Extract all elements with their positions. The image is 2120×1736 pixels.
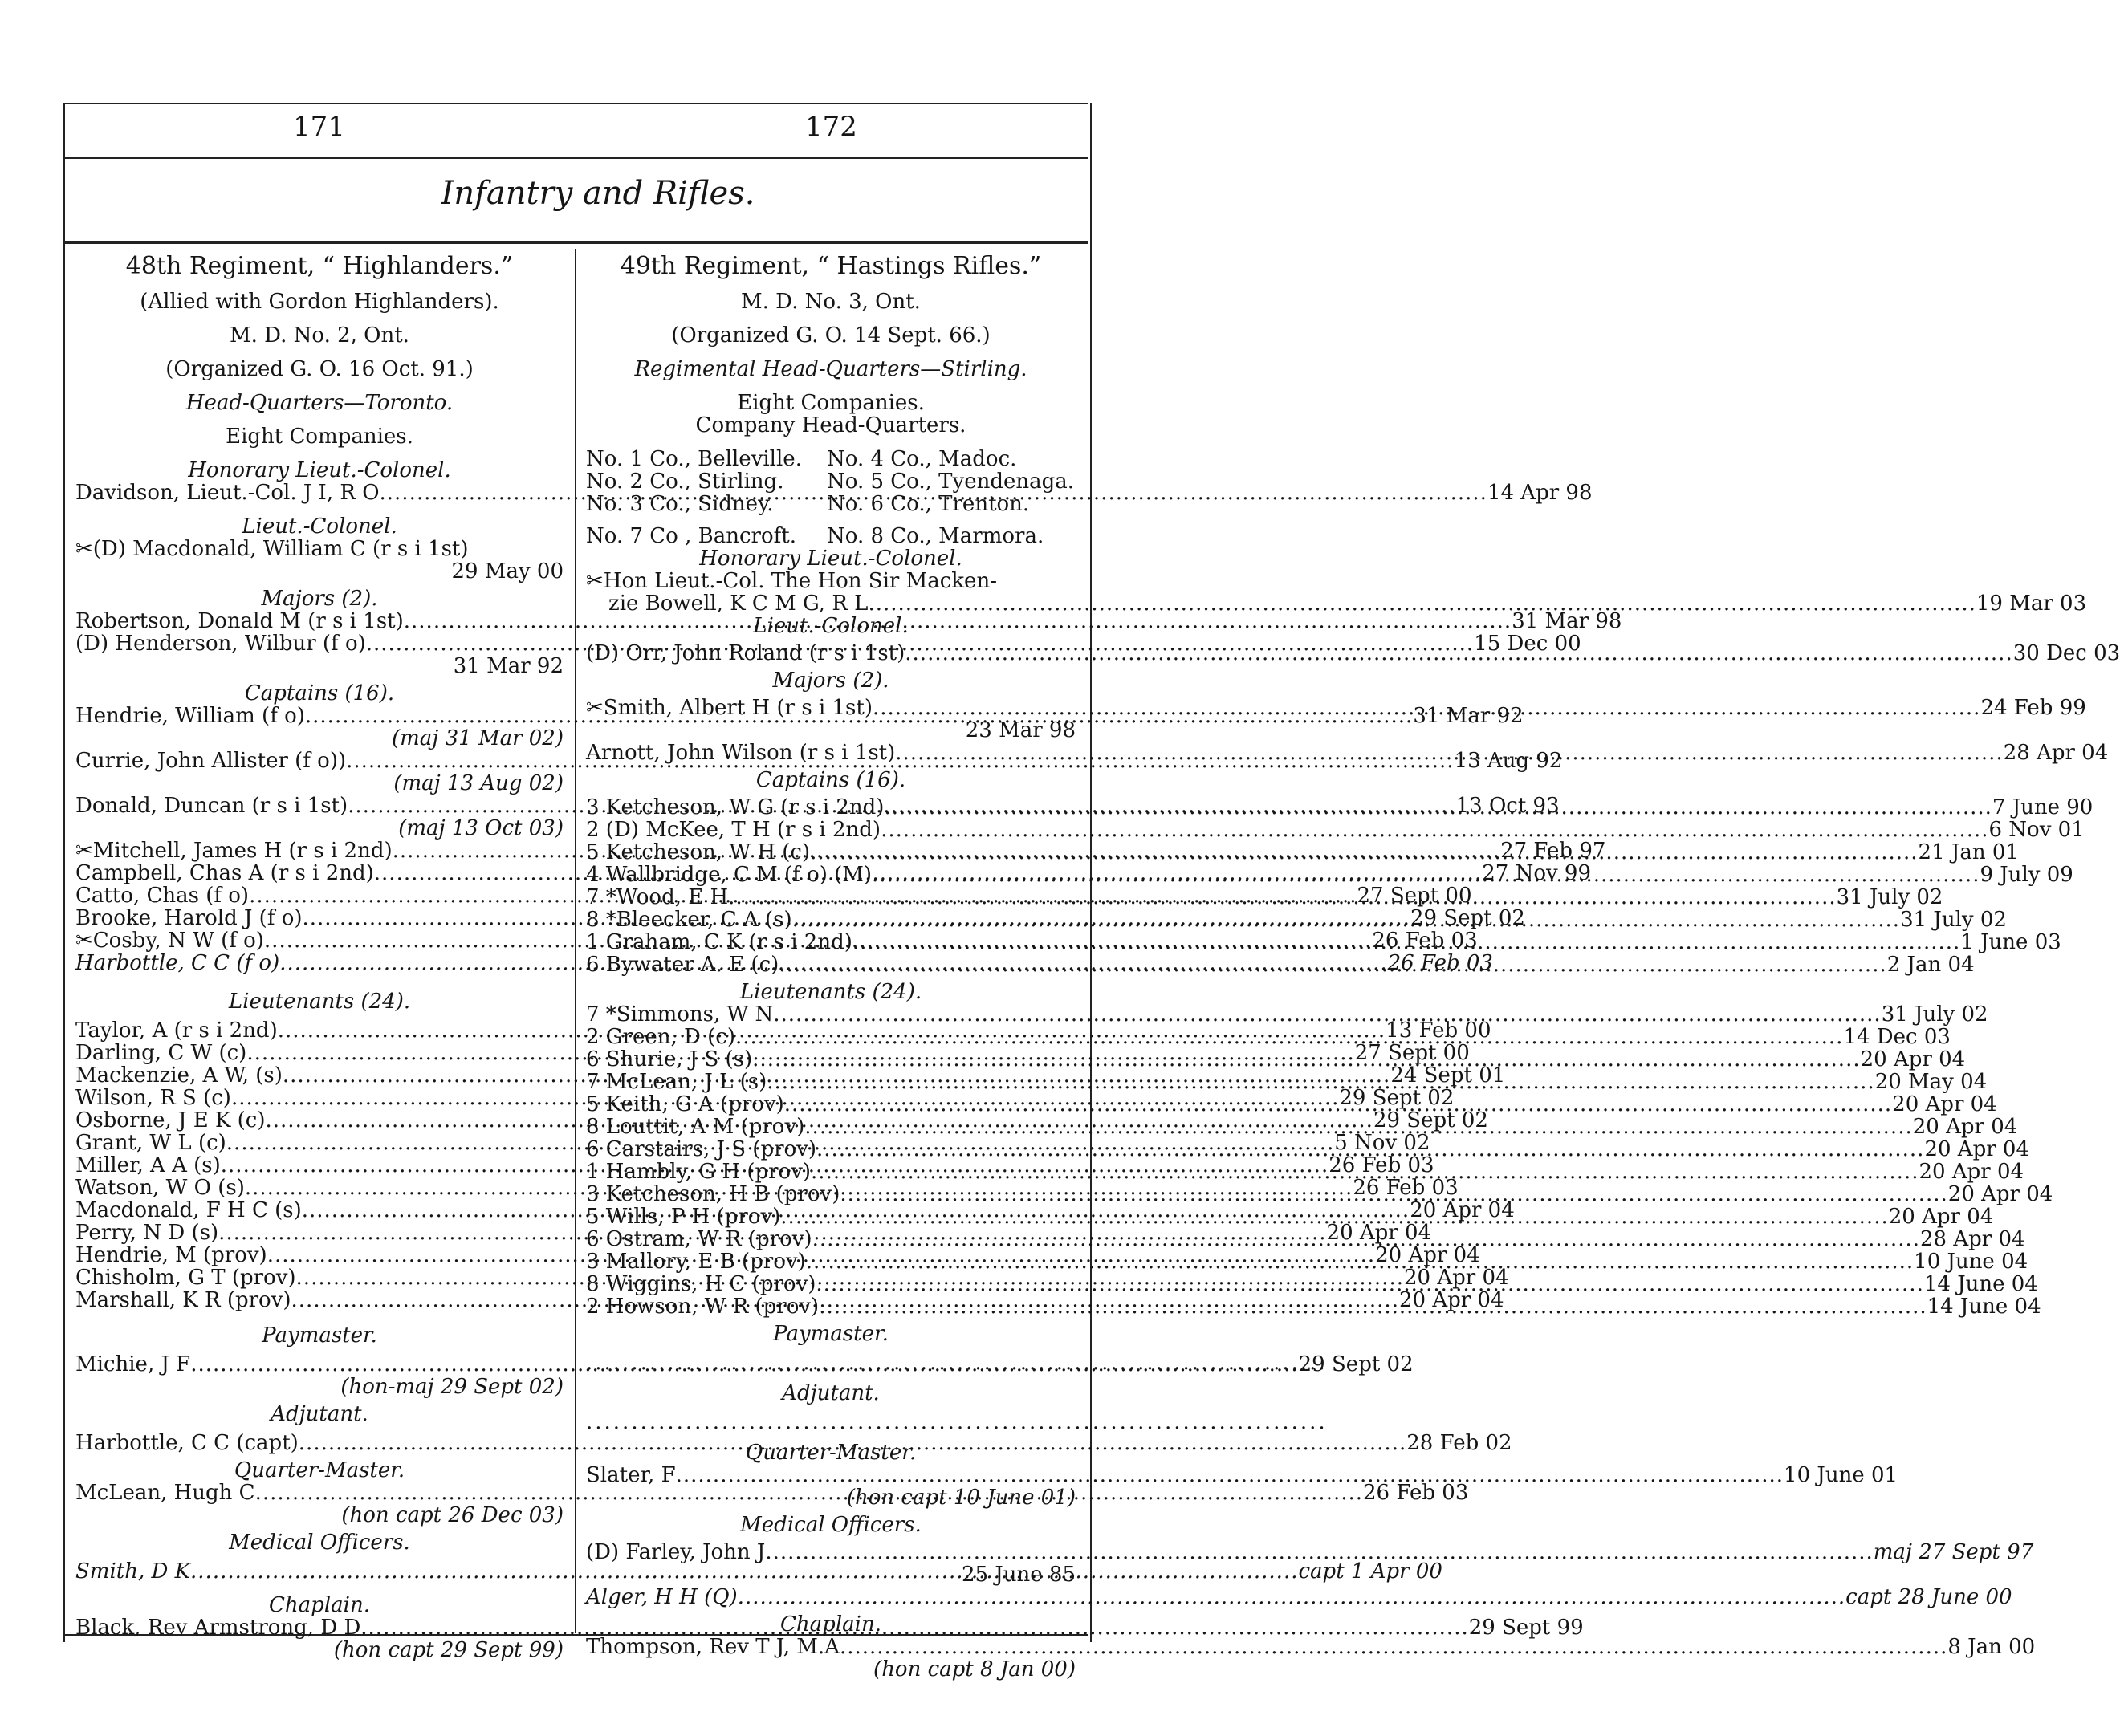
medical-extra: 25 June 85 xyxy=(962,1563,1076,1587)
organized-order: (Organized G. O. 16 Oct. 91.) xyxy=(165,357,474,381)
lt-col-entry: (D) Orr, John Roland (r s i 1st) ..... 30 Dec 03 xyxy=(586,642,1076,665)
chaplain-extra: (hon capt 29 Sept 99) xyxy=(333,1638,564,1662)
lieutenant-entry: Wilson, R S (c) ..... 29 Sept 02 xyxy=(75,1087,564,1109)
hon-lt-col-entry: Davidson, Lieut.-Col. J I, R O ..... 14 Apr 98 xyxy=(75,482,564,504)
captain-entry: Campbell, Chas A (r s i 2nd) ..... 27 Nov 99 xyxy=(75,862,564,884)
captain-entry: Donald, Duncan (r s i 1st) ..... 13 Oct 93 xyxy=(75,795,564,817)
lieutenant-entry: 6 Carstairs, J S (prov) ..... 20 Apr 04 xyxy=(586,1138,1076,1161)
majors-label: Majors (2). xyxy=(261,587,378,611)
captain-entry: 3 Ketcheson, W G (r s i 2nd) ..... 7 June 90 xyxy=(586,796,1076,819)
chaplain-label: Chaplain. xyxy=(780,1612,881,1636)
companies-count: Eight Companies. xyxy=(226,425,413,449)
lieutenant-entry: Chisholm, G T (prov) ..... 20 Apr 04 xyxy=(75,1266,564,1289)
organized-order: (Organized G. O. 14 Sept. 66.) xyxy=(671,323,991,348)
lieutenants-label: Lieutenants (24). xyxy=(739,980,922,1004)
company-item: No. 4 Co., Madoc. xyxy=(827,447,1017,471)
page-number-right: 172 xyxy=(805,111,857,143)
company-item: No. 2 Co., Stirling. xyxy=(586,470,784,494)
lieutenant-entry: Osborne, J E K (c) ..... 29 Sept 02 xyxy=(75,1109,564,1132)
header-rule xyxy=(63,157,1088,159)
company-item: No. 7 Co , Bancroft. xyxy=(586,524,796,548)
company-item: No. 1 Co., Belleville. xyxy=(586,447,802,471)
hon-lt-col-label: Honorary Lieut.-Colonel. xyxy=(699,547,962,571)
captain-entry: 6 Bywater A. E (c) ..... 2 Jan 04 xyxy=(586,953,1076,976)
chaplain-entry: Thompson, Rev T J, M.A ..... 8 Jan 00 xyxy=(586,1636,1076,1658)
military-district: M. D. No. 3, Ont. xyxy=(741,290,921,314)
adjutant-label: Adjutant. xyxy=(782,1381,880,1405)
captains-label: Captains (16). xyxy=(244,681,395,705)
company-item: No. 3 Co., Sidney. xyxy=(586,492,774,516)
lieutenant-entry: Darling, C W (c) ..... 27 Sept 00 xyxy=(75,1042,564,1064)
captain-entry: 5 Ketcheson, W H (c) ..... 21 Jan 01 xyxy=(586,841,1076,864)
lieutenant-entry: Watson, W O (s) ..... 26 Feb 03 xyxy=(75,1177,564,1199)
lieutenant-entry: Marshall, K R (prov) ..... 20 Apr 04 xyxy=(75,1289,564,1311)
captain-entry: 2 (D) McKee, T H (r s i 2nd) ..... 6 Nov 01 xyxy=(586,819,1076,841)
military-district: M. D. No. 2, Ont. xyxy=(230,323,409,348)
medical-label: Medical Officers. xyxy=(740,1513,922,1537)
lieutenant-entry: 3 Ketcheson, H B (prov) ..... 20 Apr 04 xyxy=(586,1183,1076,1205)
qm-extra: (hon capt 26 Dec 03) xyxy=(341,1503,564,1527)
company-list xyxy=(586,448,1076,515)
headquarters: Regimental Head-Quarters—Stirling. xyxy=(634,357,1027,381)
adjutant-entry: Harbottle, C C (capt) ..... 28 Feb 02 xyxy=(75,1432,564,1454)
paymaster-label: Paymaster. xyxy=(773,1322,889,1346)
qm-entry: Slater, F ..... 10 June 01 xyxy=(586,1464,1076,1486)
captain-entry: 7 *Wood, E H ..... 31 July 02 xyxy=(586,886,1076,909)
lieutenant-entry: Grant, W L (c) ..... 5 Nov 02 xyxy=(75,1132,564,1154)
captain-entry: ✂Cosby, N W (f o) ..... 26 Feb 03 xyxy=(75,929,564,952)
medical-entry: Alger, H H (Q) ..... capt 28 June 00 xyxy=(586,1586,1076,1608)
lieutenant-entry: 8 Wiggins, H C (prov) ..... 14 June 04 xyxy=(586,1273,1076,1295)
medical-entry: Smith, D K ..... capt 1 Apr 00 xyxy=(75,1560,564,1583)
major-entry: ✂Smith, Albert H (r s i 1st) ..... 24 Feb 99 xyxy=(586,697,1076,719)
company-item: No. 8 Co., Marmora. xyxy=(827,524,1044,548)
major-extra-date: 31 Mar 92 xyxy=(453,654,564,678)
adjutant-blank: .................................................................................. xyxy=(586,1410,1328,1434)
lieutenant-entry: 2 Green, D (c) ..... 14 Dec 03 xyxy=(586,1026,1076,1048)
lt-col-label: Lieut.-Colonel. xyxy=(753,614,909,638)
hon-lt-col-label: Honorary Lieut.-Colonel. xyxy=(188,458,451,482)
hon-lt-col-line1: ✂Hon Lieut.-Col. The Hon Sir Macken- xyxy=(586,569,997,593)
captain-extra: (maj 31 Mar 02) xyxy=(391,726,564,750)
lieutenants-label: Lieutenants (24). xyxy=(228,990,411,1014)
captain-entry: 4 Wallbridge, C M (f o) (M) ..... 9 July 09 xyxy=(586,864,1076,886)
company-hq-label: Company Head-Quarters. xyxy=(695,413,966,437)
captain-entry: Harbottle, C C (f o) ..... 26 Feb 03 xyxy=(75,952,564,974)
paymaster-label: Paymaster. xyxy=(262,1323,377,1348)
hon-lt-col-line2: zie Bowell, K C M G, R L ..... 19 Mar 03 xyxy=(586,592,1076,615)
captain-entry: ✂Mitchell, James H (r s i 2nd) ..... 27 Feb 97 xyxy=(75,840,564,862)
lieutenant-entry: 3 Mallory, E B (prov) ..... 10 June 04 xyxy=(586,1250,1076,1273)
majors-label: Majors (2). xyxy=(772,669,889,693)
captain-entry: Currie, John Allister (f o)) ..... 13 Aug 92 xyxy=(75,750,564,772)
paymaster-extra: (hon-maj 29 Sept 02) xyxy=(340,1375,564,1399)
adjutant-label: Adjutant. xyxy=(271,1402,368,1426)
captain-entry: Hendrie, William (f o) ..... 31 Mar 92 xyxy=(75,705,564,727)
qm-label: Quarter-Master. xyxy=(234,1458,405,1482)
medical-entry: (D) Farley, John J ..... maj 27 Sept 97 xyxy=(586,1541,1076,1563)
chaplain-label: Chaplain. xyxy=(269,1593,370,1617)
captain-entry: Brooke, Harold J (f o) ..... 29 Sept 02 xyxy=(75,907,564,929)
captain-extra: (maj 13 Aug 02) xyxy=(393,771,564,795)
lieutenant-entry: Miller, A A (s) ..... 26 Feb 03 xyxy=(75,1154,564,1177)
captain-entry: 8 *Bleecker, C A (s) ..... 31 July 02 xyxy=(586,909,1076,931)
medical-label: Medical Officers. xyxy=(229,1531,410,1555)
title-rule xyxy=(63,241,1088,244)
lieutenant-entry: Macdonald, F H C (s) ..... 20 Apr 04 xyxy=(75,1199,564,1222)
company-list-2 xyxy=(586,525,1076,547)
company-item: No. 6 Co., Trenton. xyxy=(827,492,1030,516)
lt-col-date: 29 May 00 xyxy=(451,559,564,583)
major-extra-date: 23 Mar 98 xyxy=(965,718,1076,742)
headquarters: Head-Quarters—Toronto. xyxy=(185,391,454,415)
lieutenant-entry: 7 *Simmons, W N ..... 31 July 02 xyxy=(586,1003,1076,1026)
page-number-left: 171 xyxy=(293,111,345,143)
qm-extra: (hon capt 10 June 01) xyxy=(846,1486,1076,1510)
lieutenant-entry: Mackenzie, A W, (s) ..... 24 Sept 01 xyxy=(75,1064,564,1087)
lieutenant-entry: 6 Ostram, W R (prov) ..... 28 Apr 04 xyxy=(586,1228,1076,1250)
lieutenant-entry: 2 Howson, W R (prov) ..... 14 June 04 xyxy=(586,1295,1076,1318)
captain-entry: Catto, Chas (f o) ..... 27 Sept 00 xyxy=(75,884,564,907)
top-rule xyxy=(63,103,1088,104)
lieutenant-entry: 5 Keith, G A (prov) ..... 20 Apr 04 xyxy=(586,1093,1076,1116)
regiment-heading-49: 49th Regiment, “ Hastings Rifles.” xyxy=(620,252,1042,280)
page-title: Infantry and Rifles. xyxy=(441,175,755,212)
lt-col-entry: ✂(D) Macdonald, William C (r s i 1st) xyxy=(75,537,469,561)
lieutenant-entry: 5 Wills, P H (prov) ..... 20 Apr 04 xyxy=(586,1205,1076,1228)
lieutenant-entry: 8 Louttit, A M (prov) ..... 20 Apr 04 xyxy=(586,1116,1076,1138)
major-entry: Arnott, John Wilson (r s i 1st) ..... 28 Apr 04 xyxy=(586,742,1076,764)
qm-label: Quarter-Master. xyxy=(745,1441,917,1465)
companies-count: Eight Companies. xyxy=(737,391,925,415)
lieutenant-entry: Hendrie, M (prov) ..... 20 Apr 04 xyxy=(75,1244,564,1266)
chaplain-extra: (hon capt 8 Jan 00) xyxy=(873,1657,1076,1681)
paymaster-blank: .................................................................................. xyxy=(586,1351,1328,1375)
paymaster-entry: Michie, J F ..... 29 Sept 02 xyxy=(75,1353,564,1376)
lieutenant-entry: Taylor, A (r s i 2nd) ..... 13 Feb 00 xyxy=(75,1019,564,1042)
captain-extra: (maj 13 Oct 03) xyxy=(398,816,564,840)
regiment-heading-48: 48th Regiment, “ Highlanders.” xyxy=(125,252,514,280)
major-entry: (D) Henderson, Wilbur (f o) ..... 15 Dec 00 xyxy=(75,632,564,655)
company-item: No. 5 Co., Tyendenaga. xyxy=(827,470,1075,494)
lieutenant-entry: 1 Hambly, G H (prov) ..... 20 Apr 04 xyxy=(586,1161,1076,1183)
lieutenant-entry: 7 McLean, J L (s) ..... 20 May 04 xyxy=(586,1071,1076,1093)
captain-entry: 1 Graham, C K (r s i 2nd) ..... 1 June 03 xyxy=(586,931,1076,953)
allied-with: (Allied with Gordon Highlanders). xyxy=(140,290,499,314)
captains-label: Captains (16). xyxy=(755,768,906,792)
lt-col-label: Lieut.-Colonel. xyxy=(242,514,397,539)
lieutenant-entry: Perry, N D (s) ..... 20 Apr 04 xyxy=(75,1222,564,1244)
major-entry: Robertson, Donald M (r s i 1st) ..... 31 Mar 98 xyxy=(75,610,564,632)
chaplain-entry: Black, Rev Armstrong, D D ..... 29 Sept 99 xyxy=(75,1616,564,1639)
lieutenant-entry: 6 Shurie, J S (s) ..... 20 Apr 04 xyxy=(586,1048,1076,1071)
qm-entry: McLean, Hugh C ..... 26 Feb 03 xyxy=(75,1482,564,1504)
